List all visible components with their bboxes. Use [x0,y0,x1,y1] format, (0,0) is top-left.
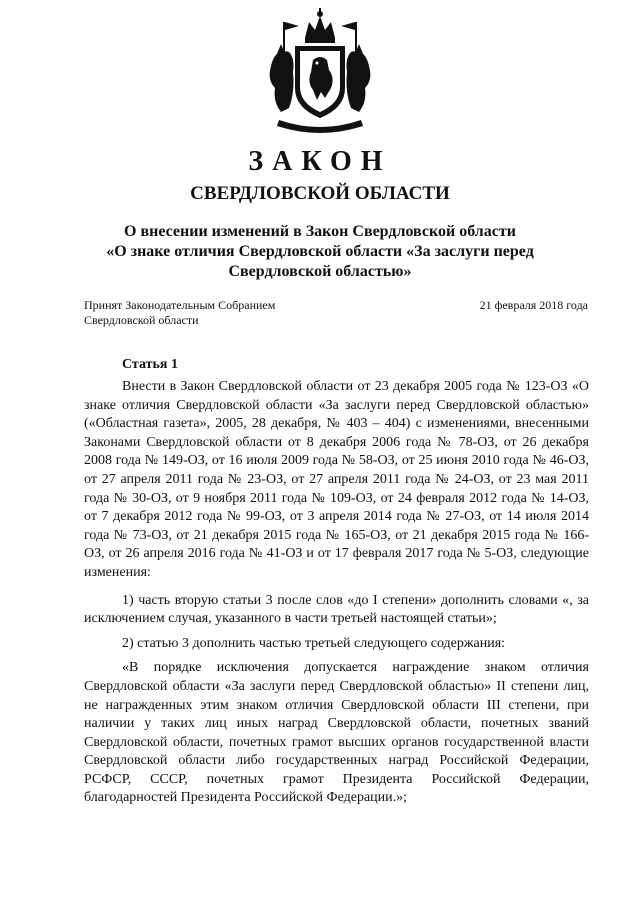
article-paragraph: «В порядке исключения допускается награждение знаком отличия Свердловской области «За заслуги перед Свердловской областью» II степени лиц, не награжденных этим знаком отличия Свердловской области III степени, при наличии у таких лиц иных наград Свердловской области, почетных званий Свердловской области, почетных грамот высших органов государственной власти Свердловской области либо государственных наград Российской Федерации, РСФСР, СССР, почетных грамот Президента Российской Федерации, благодарностей Президента Российской Федерации.»; [84,660,589,806]
article-heading: Статья 1 [122,357,178,372]
article-paragraph: 2) статью 3 дополнить частью третьей следующего содержания: [122,635,506,651]
adoption-body [84,298,275,328]
article-body [84,378,589,814]
subject-line: Свердловской областью» [228,263,412,280]
adoption-body-line: Свердловской области [84,313,199,327]
document-region: СВЕРДЛОВСКОЙ ОБЛАСТИ [190,183,450,204]
article-paragraph: 1) часть вторую статьи 3 после слов «до I степени» дополнить словами «, за исключением случая, указанного в части третьей настоящей статьи»; [84,592,589,627]
adoption-body-line: Принят Законодательным Собранием [84,298,276,312]
document-title: ЗАКОН [248,146,392,177]
subject-line: О внесении изменений в Закон Свердловской области [124,223,516,240]
adoption-date: 21 февраля 2018 года [479,298,588,312]
subject-line: «О знаке отличия Свердловской области «За заслуги перед [106,243,534,260]
coat-of-arms-emblem [265,8,375,140]
law-subject [0,222,640,282]
article-paragraph: Внести в Закон Свердловской области от 23 декабря 2005 года № 123-ОЗ «О знаке отличия Свердловской области «За заслуги перед Свердловской областью» («Областная газета», 2005, 28 декабря, № 403 – 404) с изменениями, внесенными Законами Свердловской области от 8 декабря 2006 года № 78-ОЗ, от 26 декабря 2008 года № 149-ОЗ, от 16 июля 2009 года № 58-ОЗ, от 25 июня 2010 года № 46-ОЗ, от 27 апреля 2011 года № 23-ОЗ, от 27 апреля 2011 года № 24-ОЗ, от 23 мая 2011 года № 30-ОЗ, от 9 ноября 2011 года № 109-ОЗ, от 24 февраля 2012 года № 14-ОЗ, от 7 декабря 2012 года № 99-ОЗ, от 3 апреля 2014 года № 27-ОЗ, от 14 июля 2014 года № 73-ОЗ, от 21 декабря 2015 года № 165-ОЗ, от 21 декабря 2015 года № 166-ОЗ, от 26 апреля 2016 года № 41-ОЗ и от 17 февраля 2017 года № 5-ОЗ, следующие изменения: [84,379,589,580]
